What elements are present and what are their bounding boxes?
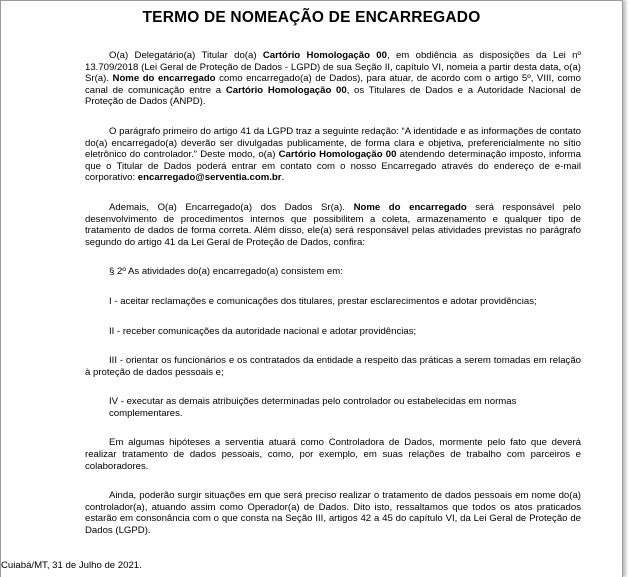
document-body [1, 50, 582, 571]
list-item-iii: III - orientar os funcionários e os contratados da entidade a respeito das práticas a serem tomadas em relação à proteção de dados pessoais e; [85, 355, 581, 378]
text: , os Titulares de Dados e a Autoridade Nacional de Proteção de Dados (ANPD). [85, 84, 582, 108]
text: complementares. [109, 407, 183, 419]
paragraph-responsibilities [85, 202, 581, 248]
list-item-iv [85, 396, 581, 419]
text: , em obdiência as disposições da Lei nº 13.709/2018 (Lei Geral de Proteção de Dados - LGPD) de sua Seção II, capítulo VI, nomeia a partir desta data, o(a) Sr(a). [85, 50, 581, 85]
paragraph-controller: Em algumas hipóteses a serventia atuará como Controladora de Dados, mormente pelo fato que deverá realizar tratamento de dados pessoais, como, por exemplo, em suas relações de trabalho com parceiros e colaboradores. [85, 437, 581, 472]
document-date: Cuiabá/MT, 31 de Julho de 2021. [1, 559, 142, 571]
registry-name: Cartório Homologação 00 [225, 84, 347, 96]
list-item-ii: II - receber comunicações da autoridade nacional e adotar providências; [109, 325, 417, 337]
paragraph-operator: Ainda, poderão surgir situações em que será preciso realizar o tratamento de dados pessoais em nome do(a) controlador(a), atuando assim como Operador(a) de Dados. Dito isto, ressaltamos que todos os atos praticados estarão em consonância com o que consta na Seção III, artigos 42 a 45 do capítulo VI, da Lei Geral de Proteção de Dados (LGPD). [85, 490, 581, 537]
text: Ademais, O(a) Encarregado(a) dos Dados Sr(a). [109, 201, 354, 213]
officer-name: Nome do encarregado [353, 201, 467, 213]
text: O(a) Delegatário(a) Titular do(a) [109, 50, 263, 61]
text: será responsável pelo desenvolvimento de procedimentos internos que possibilitem a coleta, armazenamento e qualquer tipo de tratamento de dados de forma correta. Além disso, ele(a) será responsável pelas atividades previstas no parágrafo segundo do artigo 41 da Lei Geral de Proteção de Dados, confira: [85, 201, 582, 248]
officer-name: Nome do encarregado [112, 73, 216, 85]
registry-name: Cartório Homologação 00 [262, 50, 387, 61]
text: IV - executar as demais atribuições determinadas pelo controlador ou estabelecidas em normas [109, 396, 517, 408]
document-title: TERMO DE NOMEAÇÃO DE ENCARREGADO [142, 9, 481, 26]
text: O parágrafo primeiro do artigo 41 da LGPD traz a seguinte redação: “A identidade e as informações de contato do(a) encarregado(a) deverão ser divulgadas publicamente, de forma clara e objetiva, preferencialmente no sítio eletrônico do controlador.” Deste modo, o(a) [85, 125, 581, 161]
text: . [281, 172, 285, 184]
paragraph-article-41 [85, 126, 581, 184]
text: como encarregado(a) de Dados), para atuar, de acordo com o artigo 5º, VIII, como canal de comunicação entre a [85, 73, 581, 96]
list-item-i: I - aceitar reclamações e comunicações dos titulares, prestar esclarecimentos e adotar providências; [109, 295, 537, 307]
registry-name: Cartório Homologação 00 [278, 149, 397, 161]
text: atendendo determinação imposto, informa que o Titular de Dados poderá entrar em contato com o nosso Encarregado através do endereço de e-mail corporativo: [85, 149, 581, 184]
section-heading: § 2º As atividades do(a) encarregado(a) consistem em: [109, 266, 343, 278]
paragraph-nomination [85, 50, 581, 108]
officer-email: encarregado@serventia.com.br [137, 172, 282, 184]
